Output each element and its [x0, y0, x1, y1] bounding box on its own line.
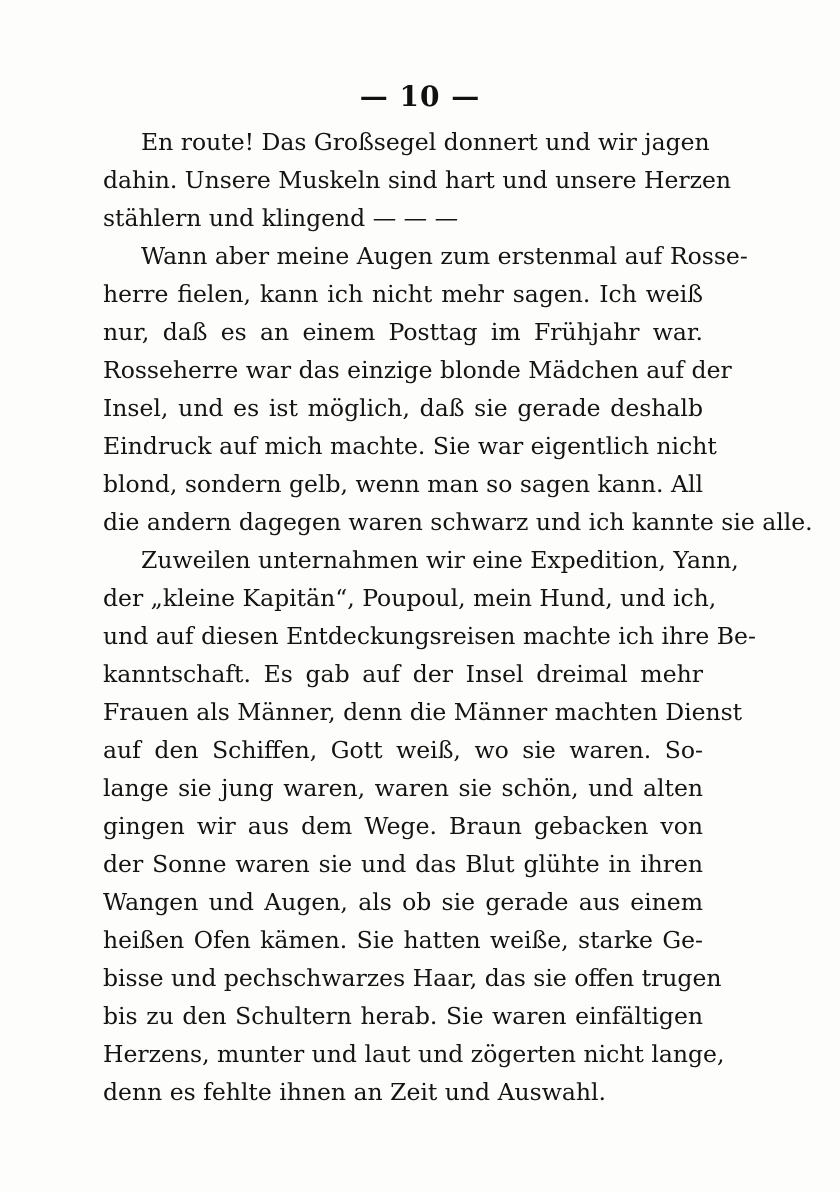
- text-line: En route! Das Großsegel donnert und wir jagen: [141, 128, 710, 156]
- text-line: gingen wir aus dem Wege. Braun gebacken von: [103, 812, 703, 840]
- text-line: denn es fehlte ihnen an Zeit und Auswahl.: [103, 1078, 606, 1106]
- text-line: der Sonne waren sie und das Blut glühte in ihren: [103, 850, 703, 878]
- text-line: der „kleine Kapitän“, Poupoul, mein Hund, und ich,: [103, 584, 717, 612]
- text-line: herre fielen, kann ich nicht mehr sagen. Ich weiß: [103, 280, 703, 308]
- text-line: kanntschaft. Es gab auf der Insel dreimal mehr: [103, 660, 703, 688]
- text-line: Insel, und es ist möglich, daß sie gerade deshalb: [103, 394, 703, 422]
- page-number: — 10 —: [359, 80, 481, 113]
- text-line: nur, daß es an einem Posttag im Frühjahr war.: [103, 318, 703, 346]
- text-line: bis zu den Schultern herab. Sie waren einfältigen: [103, 1002, 703, 1030]
- text-line: bisse und pechschwarzes Haar, das sie offen trugen: [103, 964, 722, 992]
- text-line: blond, sondern gelb, wenn man so sagen kann. All: [103, 470, 703, 498]
- text-line: Zuweilen unternahmen wir eine Expedition, Yann,: [141, 546, 739, 574]
- body-text: [103, 123, 813, 1111]
- text-line: auf den Schiffen, Gott weiß, wo sie waren. So-: [103, 736, 703, 764]
- text-line: lange sie jung waren, waren sie schön, und alten: [103, 774, 703, 802]
- text-line: Wann aber meine Augen zum erstenmal auf Rosse-: [141, 242, 748, 270]
- text-line: Herzens, munter und laut und zögerten nicht lange,: [103, 1040, 725, 1068]
- text-line: Frauen als Männer, denn die Männer machten Dienst: [103, 698, 743, 726]
- text-line: die andern dagegen waren schwarz und ich kannte sie alle.: [103, 508, 813, 536]
- text-line: und auf diesen Entdeckungsreisen machte ich ihre Be-: [103, 622, 756, 650]
- text-line: dahin. Unsere Muskeln sind hart und unsere Herzen: [103, 166, 732, 194]
- text-line: Eindruck auf mich machte. Sie war eigentlich nicht: [103, 432, 717, 460]
- text-line: heißen Ofen kämen. Sie hatten weiße, starke Ge-: [103, 926, 703, 954]
- text-line: Rosseherre war das einzige blonde Mädchen auf der: [103, 356, 732, 384]
- text-line: Wangen und Augen, als ob sie gerade aus einem: [103, 888, 703, 916]
- text-line: stählern und klingend — — —: [103, 204, 459, 232]
